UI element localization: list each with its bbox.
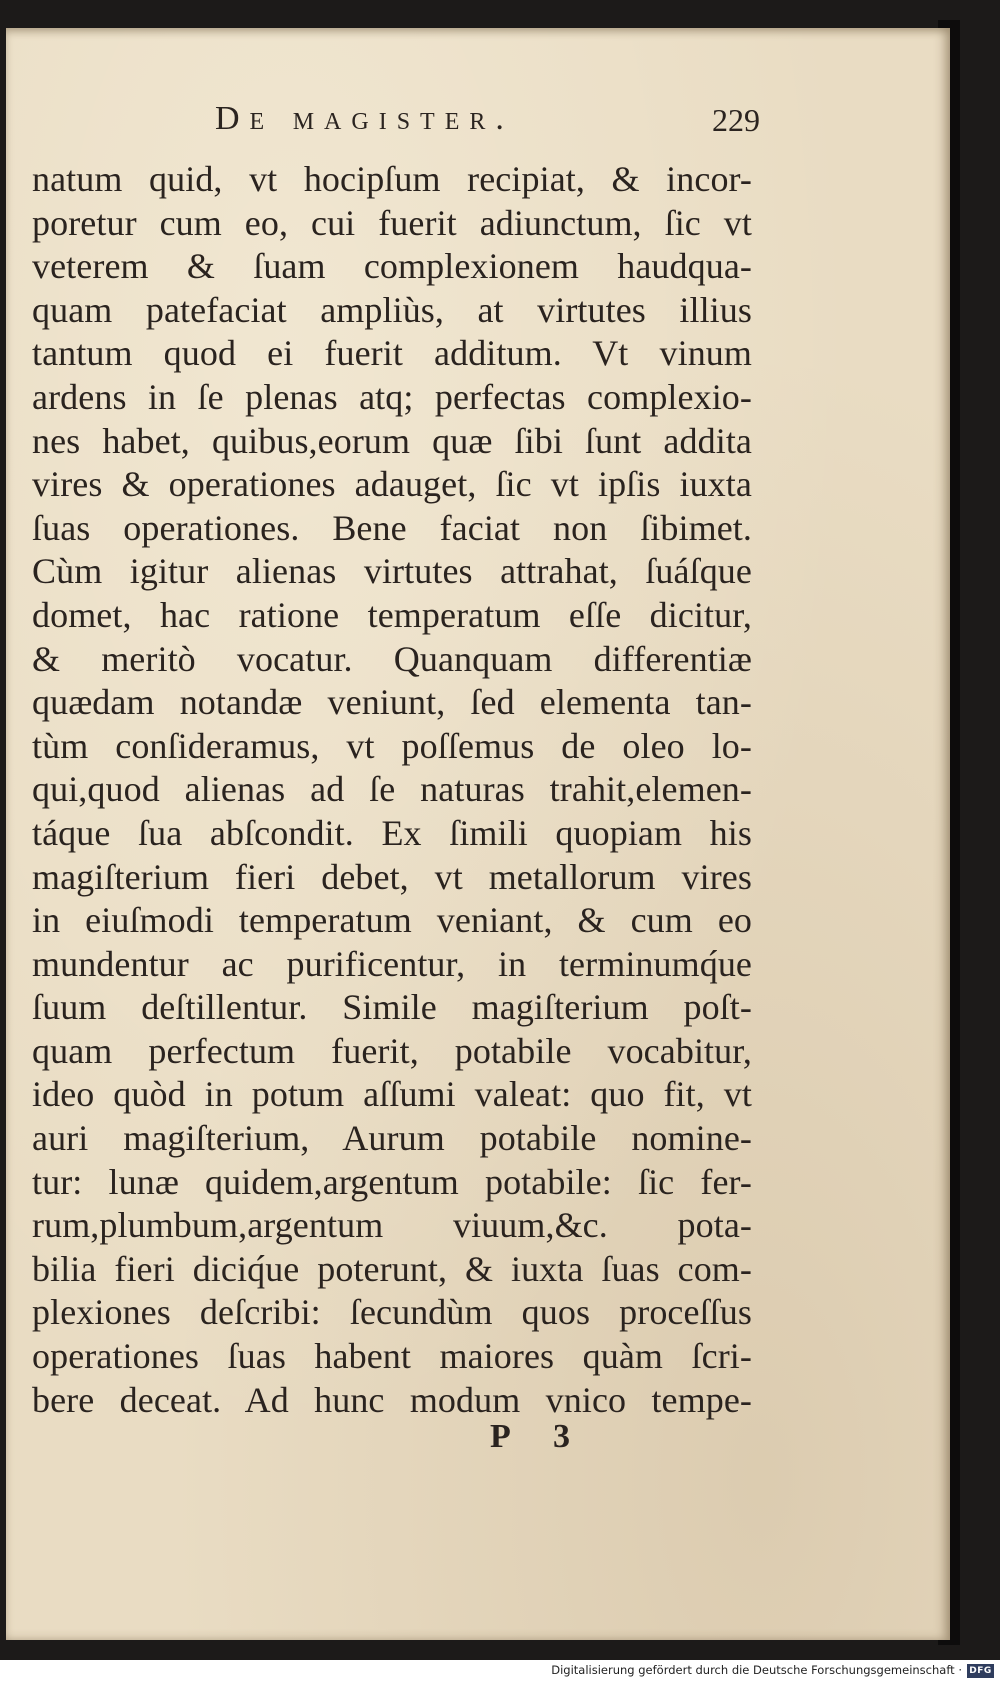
- footer-bar: [0, 1660, 1000, 1683]
- text-line: poretur cum eo, cui fuerit adiunctum, ſic vt: [32, 202, 752, 243]
- text-line: ſuas operationes. Bene faciat non ſibimet.: [32, 507, 752, 548]
- text-line: operationes ſuas habent maiores quàm ſcri-: [32, 1336, 752, 1377]
- text-line: ideo quòd in potum aſſumi valeat: quo fit, vt: [32, 1074, 752, 1115]
- text-line: ardens in ſe plenas atq; perfectas complexio-: [32, 376, 752, 417]
- text-line: rum,plumbum,argentum viuum,&c. pota-: [32, 1205, 752, 1246]
- text-line: auri magiſterium, Aurum potabile nomine-: [32, 1118, 752, 1159]
- text-line: bilia fieri diciq́ue poterunt, & iuxta ſuas com-: [32, 1248, 752, 1289]
- text-line: qui,quod alienas ad ſe naturas trahit,elemen-: [32, 769, 752, 810]
- text-line: vires & operationes adauget, ſic vt ipſis iuxta: [32, 464, 752, 505]
- text-line: domet, hac ratione temperatum eſſe dicitur,: [32, 594, 752, 635]
- signature-number: 3: [553, 1418, 570, 1455]
- text-line: bere deceat. Ad hunc modum vnico tempe-: [32, 1379, 752, 1420]
- running-title: De magister.: [215, 100, 514, 137]
- text-line: quam patefaciat ampliùs, at virtutes illius: [32, 289, 752, 330]
- footer-credit: Digitalisierung gefördert durch die Deutsche Forschungsgemeinschaft ·: [551, 1663, 962, 1677]
- text-line: tùm conſideramus, vt poſſemus de oleo lo-: [32, 725, 752, 766]
- body-text: [32, 158, 752, 1422]
- text-line: Cùm igitur alienas virtutes attrahat, ſuáſque: [32, 551, 752, 592]
- signature-mark: [490, 1418, 590, 1464]
- text-line: ſuum deſtillentur. Simile magiſterium poſt-: [32, 987, 752, 1028]
- text-line: plexiones deſcribi: ſecundùm quos proceſſus: [32, 1292, 752, 1333]
- text-line: tantum quod ei fuerit additum. Vt vinum: [32, 333, 752, 374]
- dfg-logo-icon: DFG: [967, 1664, 994, 1678]
- text-line: & meritò vocatur. Quanquam differentiæ: [32, 638, 752, 679]
- text-line: quædam notandæ veniunt, ſed elementa tan-: [32, 682, 752, 723]
- text-line: tur: lunæ quidem,argentum potabile: ſic fer-: [32, 1161, 752, 1202]
- text-line: mundentur ac purificentur, in terminumq́ue: [32, 943, 752, 984]
- text-line: quam perfectum fuerit, potabile vocabitur,: [32, 1030, 752, 1071]
- text-line: magiſterium fieri debet, vt metallorum vires: [32, 856, 752, 897]
- text-line: natum quid, vt hocipſum recipiat, & incor-: [32, 159, 752, 199]
- text-line: táque ſua abſcondit. Ex ſimili quopiam his: [32, 812, 752, 853]
- text-line: veterem & ſuam complexionem haudqua-: [32, 246, 752, 287]
- text-line: in eiuſmodi temperatum veniant, & cum eo: [32, 900, 752, 941]
- running-head: [215, 100, 760, 146]
- signature-letter: P: [490, 1418, 511, 1455]
- page-number: 229: [712, 102, 760, 138]
- text-line: nes habet, quibus,eorum quæ ſibi ſunt addita: [32, 420, 752, 461]
